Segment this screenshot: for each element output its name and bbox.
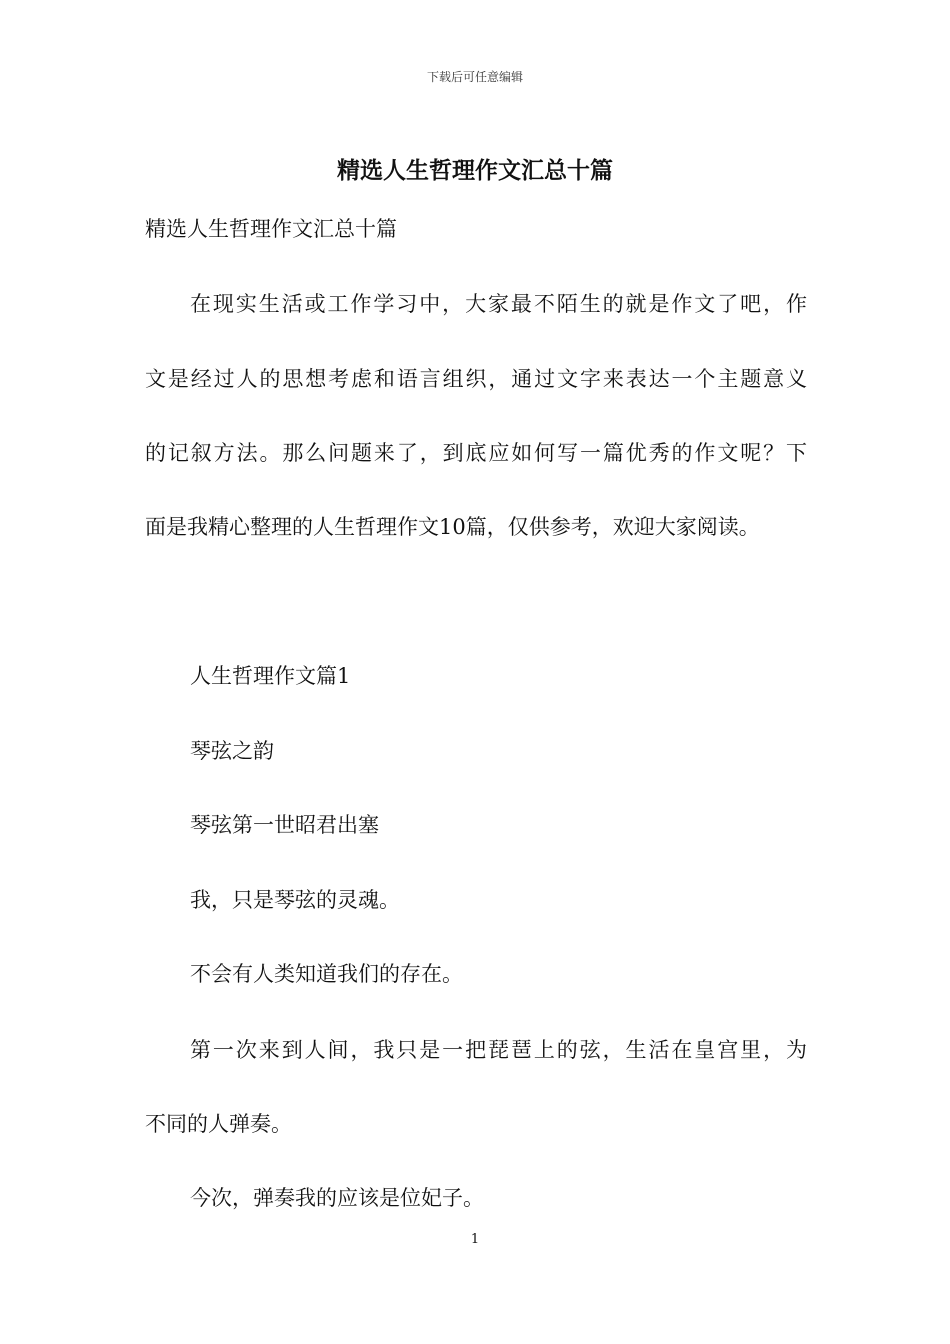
chapter-title: 琴弦第一世昭君出塞 xyxy=(190,813,379,837)
paragraph-line: 不同的人弹奏。 xyxy=(145,1112,292,1136)
paragraph-line: 第一次来到人间，我只是一把琵琶上的弦，生活在皇宫里，为 xyxy=(190,1038,807,1062)
paragraph-line: 不会有人类知道我们的存在。 xyxy=(190,962,463,986)
subtitle-line: 精选人生哲理作文汇总十篇 xyxy=(145,217,397,241)
intro-line-2: 文是经过人的思想考虑和语言组织，通过文字来表达一个主题意义 xyxy=(145,367,807,391)
section-heading: 人生哲理作文篇1 xyxy=(190,664,351,688)
intro-line-1: 在现实生活或工作学习中，大家最不陌生的就是作文了吧，作 xyxy=(190,292,807,316)
intro-line-3: 的记叙方法。那么问题来了，到底应如何写一篇优秀的作文呢？下 xyxy=(145,441,807,465)
paragraph-line: 今次，弹奏我的应该是位妃子。 xyxy=(190,1186,484,1210)
paragraph-line: 我，只是琴弦的灵魂。 xyxy=(190,888,400,912)
header-note: 下载后可任意编辑 xyxy=(426,70,523,84)
intro-line-4: 面是我精心整理的人生哲理作文10篇，仅供参考，欢迎大家阅读。 xyxy=(145,515,760,539)
page-number: 1 xyxy=(470,1232,480,1247)
document-title: 精选人生哲理作文汇总十篇 xyxy=(337,157,613,184)
essay-title: 琴弦之韵 xyxy=(190,739,274,763)
